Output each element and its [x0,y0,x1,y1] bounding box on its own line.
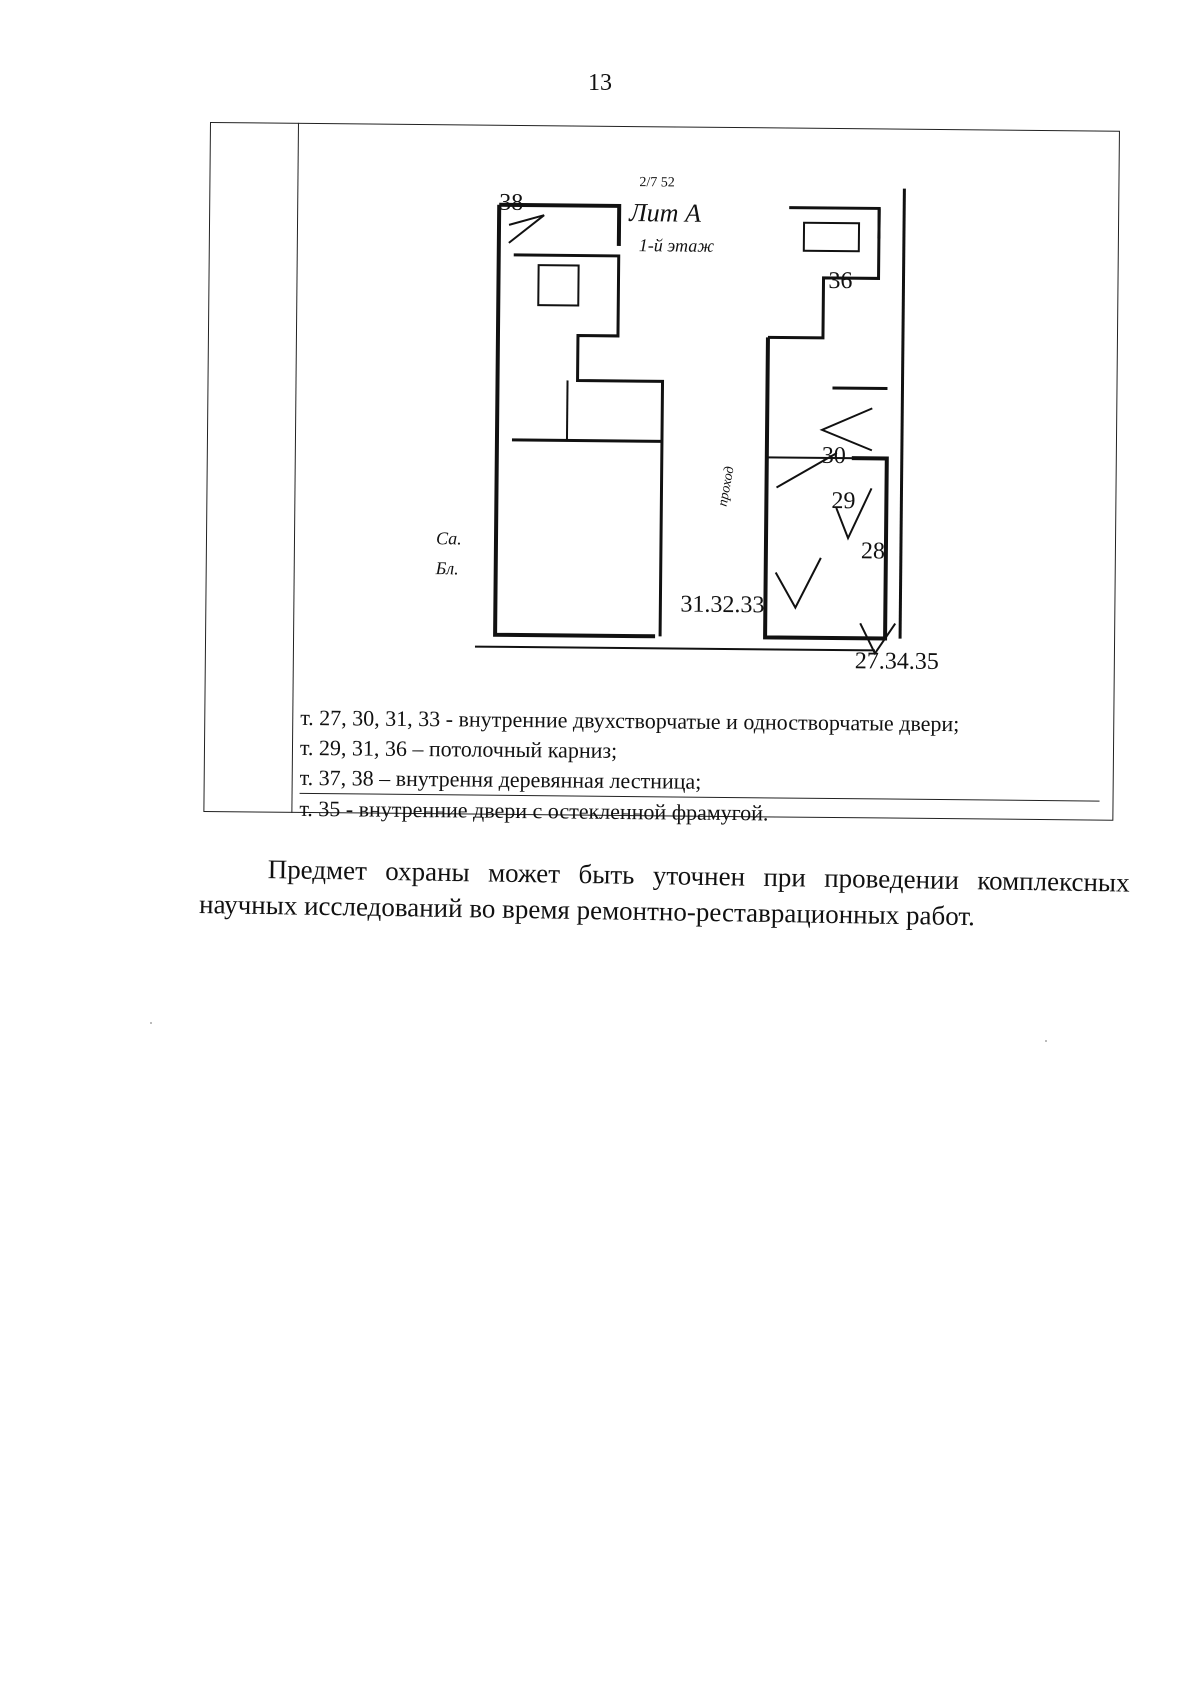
top-marks: 2/7 52 [639,175,675,191]
left-inner-walls [510,255,664,636]
mark-group-right: 27.34.35 [854,648,939,676]
left-partition [567,380,568,440]
side-label-b: Бл. [435,558,459,579]
scan-speck [1045,1040,1047,1042]
left-hall-wall [512,440,662,441]
arrow-38 [509,215,544,243]
page-number: 13 [588,70,612,96]
mark-29: 29 [831,487,856,515]
scan-speck [150,1022,152,1024]
legend-line: т. 35 - внутренние двери с остекленной фрамугой. [299,793,1099,832]
checkmark-31 [775,557,820,607]
floor-label: 1-й этаж [638,235,715,256]
stair-box [804,223,859,252]
mark-36: 36 [828,267,853,295]
left-block-wall [495,205,659,637]
table-frame [203,122,1120,826]
room-box [538,265,578,305]
floor-plan [435,165,960,690]
mark-38: 38 [499,189,524,217]
legend-line: т. 37, 38 – внутрення деревянная лестница; [299,764,702,794]
baseline-line [475,647,875,651]
paragraph-text: Предмет охраны может быть уточнен при проведении комплексных научных исследований во время ремонтно-реставрационных работ. [198,854,1130,932]
legend [299,703,1100,832]
mark-28: 28 [860,538,886,565]
right-block-wall [765,337,888,638]
right-upper-wall [768,207,879,338]
side-label-a: Са. [435,528,462,549]
floor-plan-drawing [435,165,960,690]
legend-line: т. 29, 31, 36 – потолочный карниз; [299,734,618,763]
mark-30: 30 [821,442,846,470]
corridor-label: проход [715,465,738,508]
body-paragraph [199,850,1130,937]
right-inner-wall [832,388,887,389]
mark-group-left: 31.32.33 [680,591,765,619]
legend-line: т. 27, 30, 31, 33 - внутренние двухстворчатые и одностворчатые двери; [300,704,960,737]
lit-label: Лит А [629,198,702,228]
right-outer-line [900,189,904,639]
